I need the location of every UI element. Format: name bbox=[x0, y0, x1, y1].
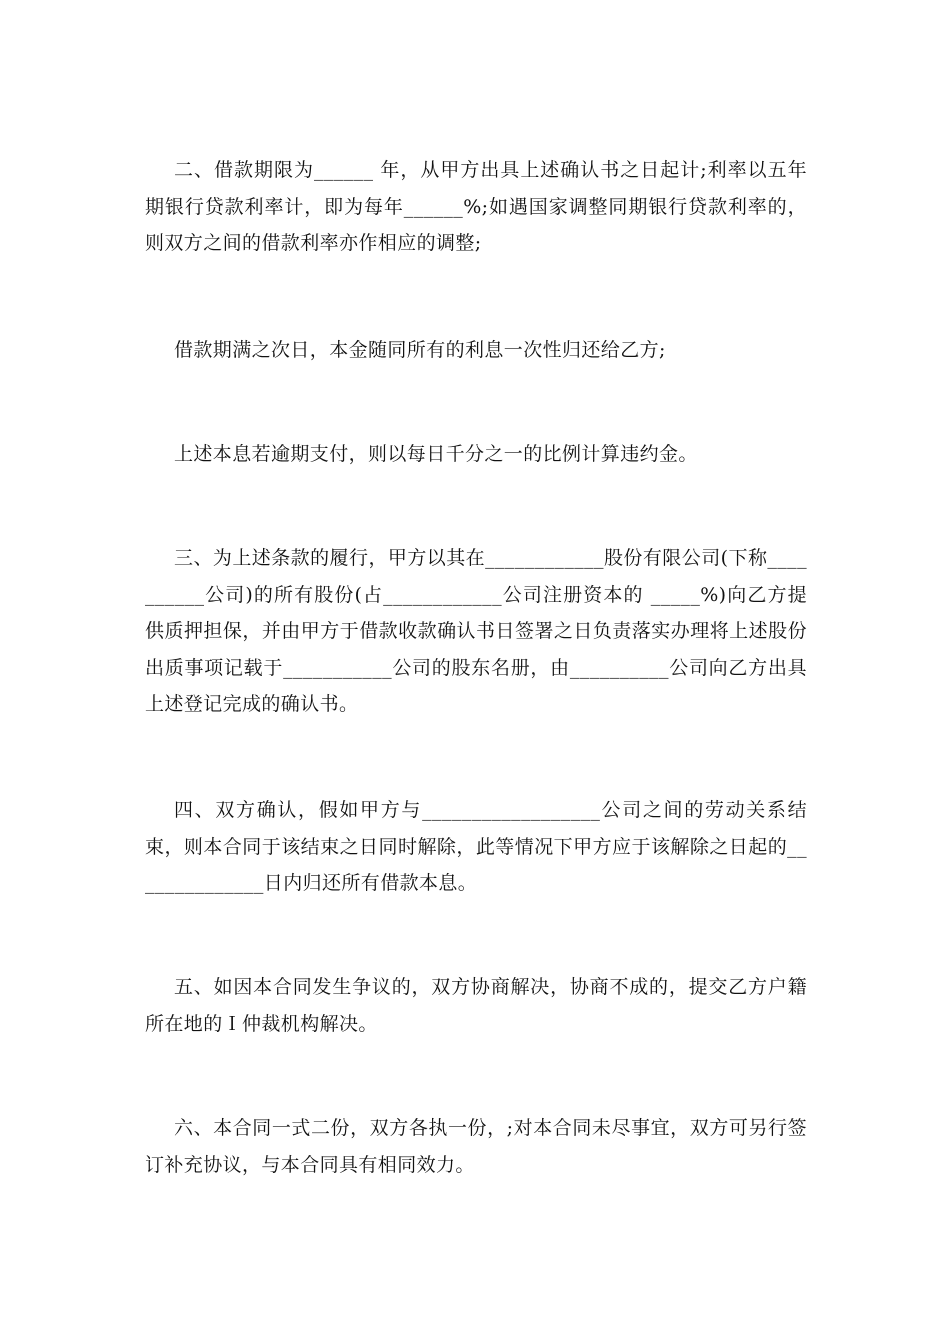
clause-repayment: 借款期满之次日，本金随同所有的利息一次性归还给乙方; bbox=[174, 339, 666, 361]
clause-loan-term: 二、借款期限为______ 年，从甲方出具上述确认书之日起计;利率以五年期银行贷款利率计，即为每年______%;如遇国家调整同期银行贷款利率的，则双方之间的借款利率亦作相应的调整; bbox=[145, 159, 807, 254]
clause-dispute-resolution: 五、如因本合同发生争议的，双方协商解决，协商不成的，提交乙方户籍所在地的Ｉ仲裁机构解决。 bbox=[145, 976, 807, 1035]
clause-pledge-guarantee: 三、为上述条款的履行，甲方以其在____________股份有限公司(下称__________公司)的所有股份(占____________公司注册资本的 _____%)向乙方提供质押担保，并由甲方于借款收款确认书日签署之日负责落实办理将上述股份出质事项记载于___________公司的股东名册，由__________公司向乙方出具上述登记完成的确认书。 bbox=[145, 547, 807, 715]
clause-copies: 六、本合同一式二份，双方各执一份，;对本合同未尽事宜，双方可另行签订补充协议，与本合同具有相同效力。 bbox=[145, 1117, 807, 1176]
clause-termination: 四、双方确认，假如甲方与__________________公司之间的劳动关系结束，则本合同于该结束之日同时解除，此等情况下甲方应于该解除之日起的______________日内归还所有借款本息。 bbox=[145, 799, 807, 894]
clause-late-penalty: 上述本息若逾期支付，则以每日千分之一的比例计算违约金。 bbox=[174, 443, 698, 465]
